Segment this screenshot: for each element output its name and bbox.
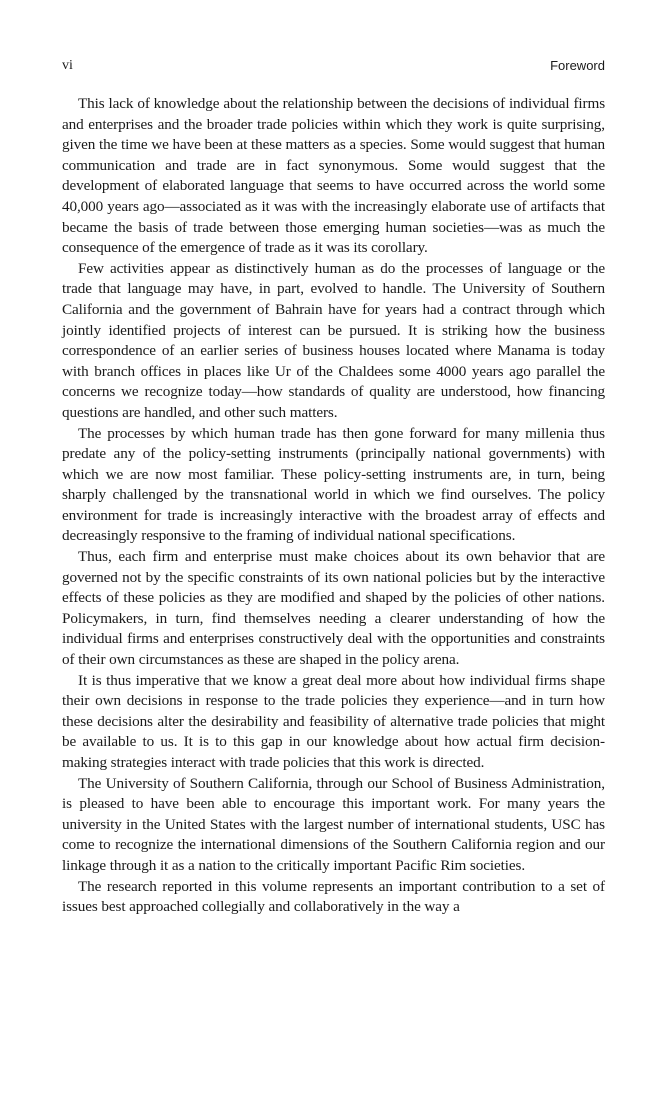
section-title: Foreword bbox=[550, 58, 605, 73]
paragraph-firm-choices: Thus, each firm and enterprise must make choices about its own behavior that are governed not by the specific constraints of its own national policies but by the interactive effects of these policies as they are modified and shaped by the policies of other nations. Policymakers, in turn, find themselves needing a clearer understanding of how the individual firms and enterprises constructively deal with the opportunities and constraints of their own circumstances as these are shaped in the policy arena. bbox=[62, 548, 605, 669]
paragraph-knowledge-gap: This lack of knowledge about the relationship between the decisions of individual firms and enterprises and the broader trade policies within which they work is quite surprising, given the time we have been at these matters as a species. Some would suggest that human communication and trade are in fact synonymous. Some would suggest that the development of elaborated language that seems to have occurred across the world some 40,000 years ago—associated as it was with the increasingly elaborate use of artifacts that became the basis of trade between those emerging human societies—was as much the consequence of the emergence of trade as it was its corollary. bbox=[62, 95, 605, 257]
paragraph-human-activities: Few activities appear as distinctively human as do the processes of language or the trade that language may have, in part, evolved to handle. The University of Southern California and the government of Bahrain have for years had a contract through which jointly identified projects of interest can be pursued. It is striking how the business correspondence of an earlier series of business houses located where Manama is today with branch offices in places like Ur of the Chaldees some 4000 years ago parallel the concerns we recognize today—how standards of quality are understood, how financing questions are handled, and other such matters. bbox=[62, 259, 605, 421]
foreword-body bbox=[62, 94, 605, 918]
paragraph-usc: The University of Southern California, through our School of Business Administration, is pleased to have been able to encourage this important work. For many years the university in the United States with the largest number of international students, USC has come to recognize the international dimensions of the Southern California region and our linkage through it as a nation to the critically important Pacific Rim societies. bbox=[62, 774, 605, 874]
paragraph-research-contribution: The research reported in this volume represents an important contribution to a set of issues best approached collegially and collaboratively in the way a bbox=[62, 877, 605, 916]
running-head bbox=[62, 58, 605, 78]
paragraph-trade-processes: The processes by which human trade has then gone forward for many millenia thus predate any of the policy-setting instruments (principally national governments) with which we are now most familiar. These policy-setting instruments are, in turn, being sharply challenged by the transnational world in which we find ourselves. The policy environment for trade is increasingly interactive with the broadest array of effects and decreasingly responsive to the framing of individual national specifications. bbox=[62, 424, 605, 545]
paragraph-imperative: It is thus imperative that we know a great deal more about how individual firms shape their own decisions in response to the trade policies they experience—and in turn how these decisions alter the desirability and feasibility of alternative trade policies that might be available to us. It is to this gap in our knowledge about how actual firm decision-making strategies interact with trade policies that this work is directed. bbox=[62, 671, 605, 771]
page-number: vi bbox=[62, 58, 73, 73]
